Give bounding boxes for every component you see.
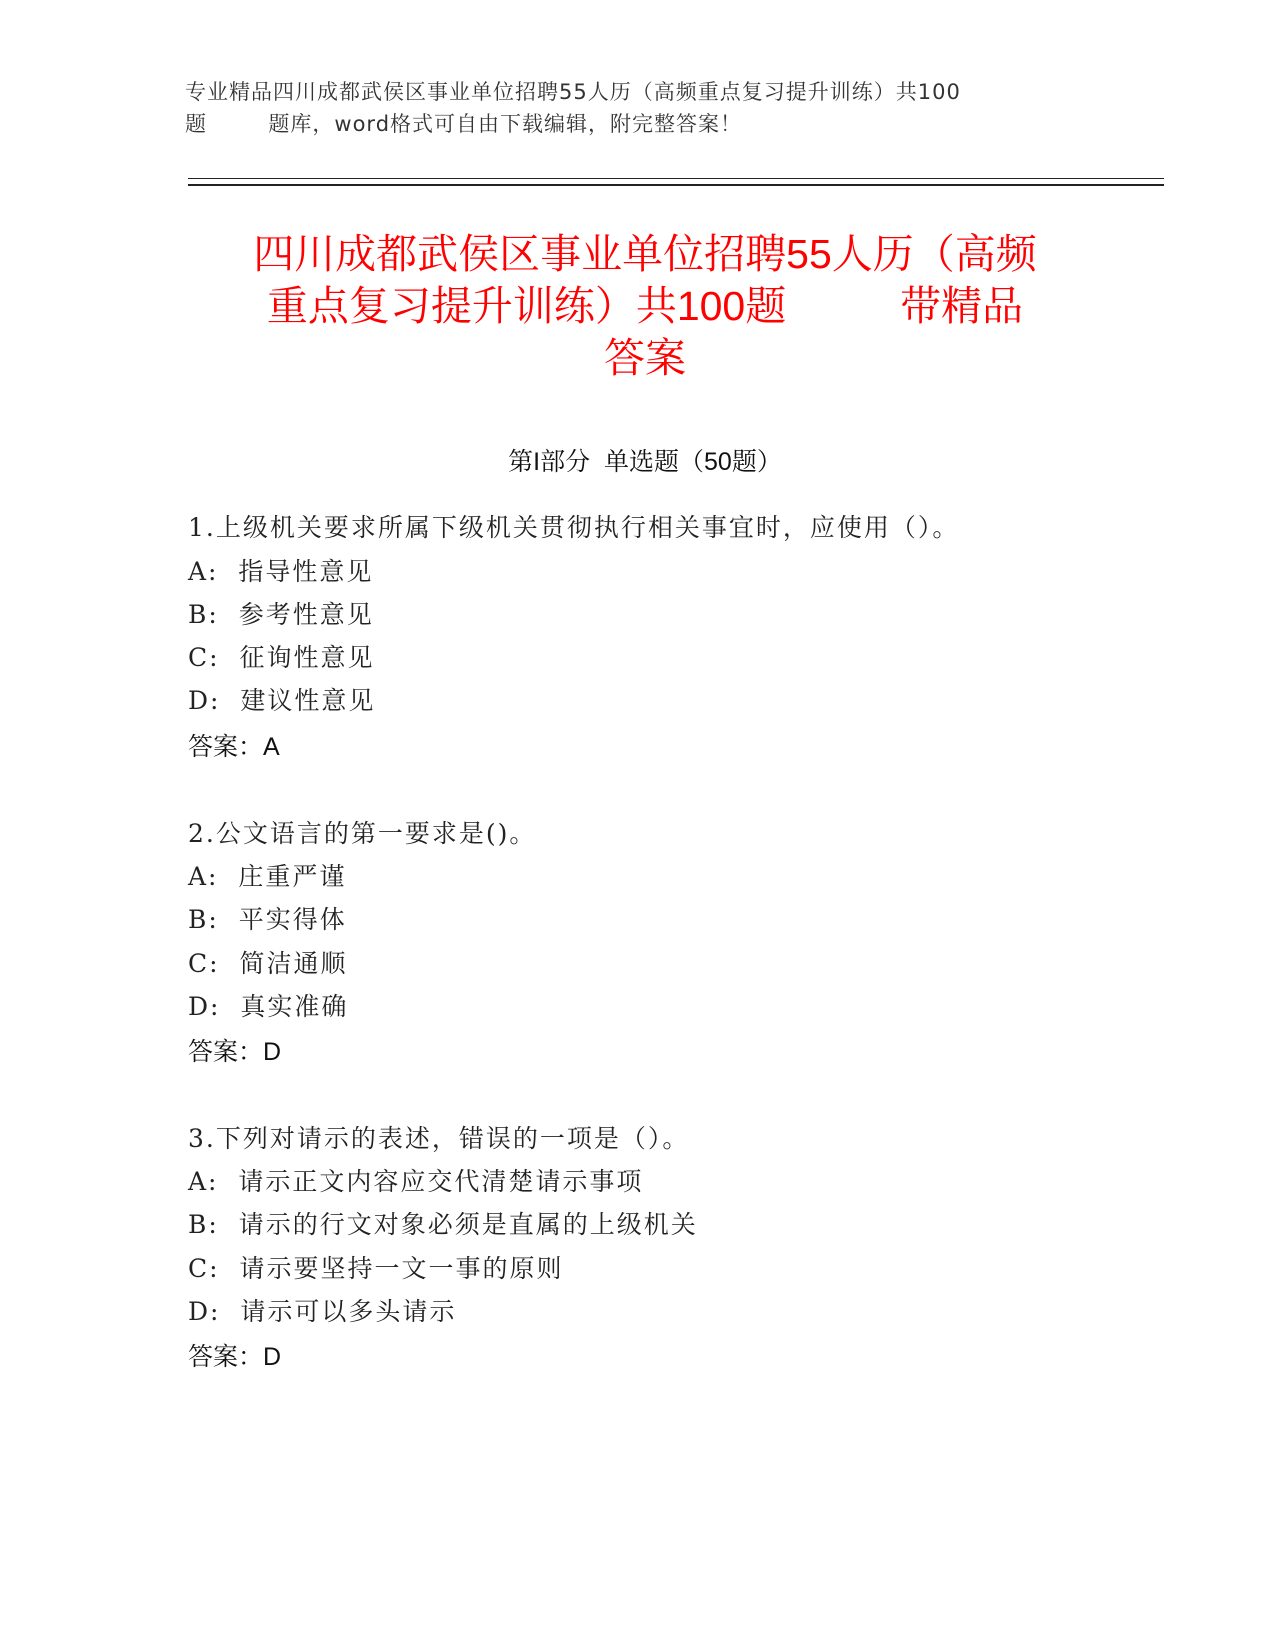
option-c: C: 征询性意见 [188, 643, 375, 672]
option-a: A: 请示正文内容应交代清楚请示事项 [188, 1167, 644, 1196]
option-c: C: 简洁通顺 [188, 949, 348, 978]
title-line-2: 重点复习提升训练）共100题 带精品 [266, 283, 1024, 329]
header-divider-thin [188, 178, 1164, 179]
option-b: B: 平实得体 [188, 905, 347, 934]
option-b: B: 参考性意见 [188, 600, 374, 629]
question-stem: 3.下列对请示的表述，错误的一项是（）。 [188, 1124, 690, 1153]
title-line-1: 四川成都武侯区事业单位招聘55人历（高频 [253, 231, 1037, 277]
option-a: A: 庄重严谨 [188, 862, 347, 891]
option-a: A: 指导性意见 [188, 557, 374, 586]
option-d: D: 真实准确 [188, 992, 349, 1021]
question-stem: 2.公文语言的第一要求是()。 [188, 819, 537, 848]
answer: 答案：D [188, 1038, 282, 1066]
question-stem: 1.上级机关要求所属下级机关贯彻执行相关事宜时，应使用（）。 [188, 513, 960, 542]
answer: 答案：A [188, 733, 280, 761]
header-line-1: 专业精品四川成都武侯区事业单位招聘55人历（高频重点复习提升训练）共100 [185, 80, 961, 104]
option-c: C: 请示要坚持一文一事的原则 [188, 1254, 564, 1283]
answer: 答案：D [188, 1343, 282, 1371]
option-d: D: 建议性意见 [188, 686, 376, 715]
title-line-3: 答案 [604, 335, 686, 381]
section-heading: 第I部分 单选题（50题） [508, 448, 782, 476]
header-line-2: 题 题库，word格式可自由下载编辑，附完整答案！ [185, 112, 743, 136]
header-divider-thick [188, 184, 1164, 186]
option-b: B: 请示的行文对象必须是直属的上级机关 [188, 1210, 698, 1239]
option-d: D: 请示可以多头请示 [188, 1297, 457, 1326]
